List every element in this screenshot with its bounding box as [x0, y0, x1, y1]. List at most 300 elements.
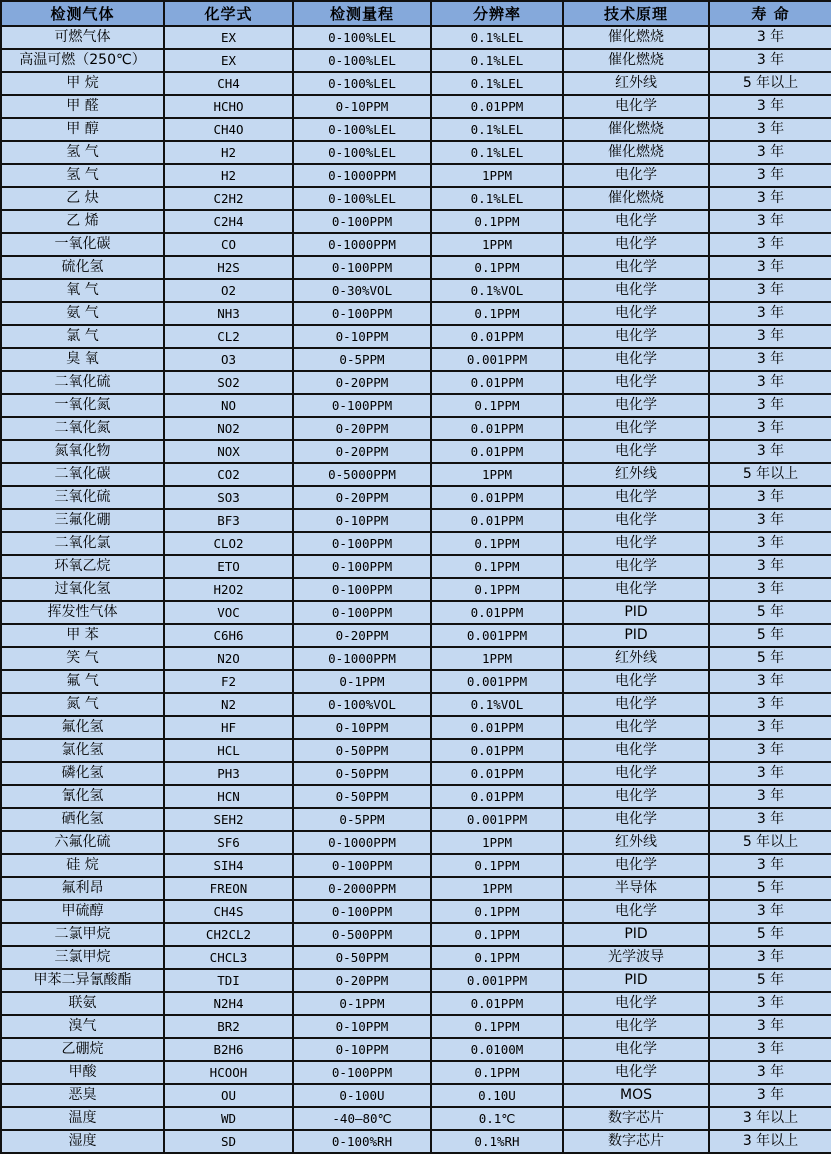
lifespan-cell: 3 年: [709, 210, 831, 233]
table-row: [1, 164, 831, 187]
column-header-formula: 化学式: [164, 1, 293, 26]
formula-cell: CHCL3: [164, 946, 293, 969]
principle-cell: 电化学: [563, 302, 709, 325]
resolution-cell: 0.01PPM: [431, 762, 563, 785]
range-cell: 0-100%LEL: [293, 118, 431, 141]
range-cell: 0-100%LEL: [293, 72, 431, 95]
lifespan-cell: 3 年: [709, 785, 831, 808]
table-row: [1, 1015, 831, 1038]
gas-name-cell: 氟利昂: [1, 877, 164, 900]
principle-cell: 电化学: [563, 900, 709, 923]
range-cell: 0-10PPM: [293, 325, 431, 348]
range-cell: 0-100PPM: [293, 555, 431, 578]
table-row: [1, 992, 831, 1015]
formula-cell: WD: [164, 1107, 293, 1130]
resolution-cell: 0.001PPM: [431, 969, 563, 992]
column-header-resolution: 分辨率: [431, 1, 563, 26]
gas-name-cell: 甲 醛: [1, 95, 164, 118]
table-row: [1, 302, 831, 325]
principle-cell: 电化学: [563, 1015, 709, 1038]
resolution-cell: 0.1PPM: [431, 854, 563, 877]
gas-name-cell: 二氧化氮: [1, 417, 164, 440]
principle-cell: 半导体: [563, 877, 709, 900]
range-cell: 0-5PPM: [293, 348, 431, 371]
gas-name-cell: 氮氧化物: [1, 440, 164, 463]
formula-cell: O3: [164, 348, 293, 371]
principle-cell: 电化学: [563, 1061, 709, 1084]
principle-cell: 电化学: [563, 992, 709, 1015]
formula-cell: CLO2: [164, 532, 293, 555]
resolution-cell: 0.01PPM: [431, 785, 563, 808]
gas-name-cell: 氯 气: [1, 325, 164, 348]
range-cell: 0-20PPM: [293, 417, 431, 440]
range-cell: 0-100PPM: [293, 394, 431, 417]
gas-name-cell: 磷化氢: [1, 762, 164, 785]
formula-cell: NOX: [164, 440, 293, 463]
formula-cell: SEH2: [164, 808, 293, 831]
table-row: [1, 670, 831, 693]
range-cell: 0-1000PPM: [293, 831, 431, 854]
lifespan-cell: 3 年: [709, 1084, 831, 1107]
table-row: [1, 394, 831, 417]
table-row: [1, 1084, 831, 1107]
resolution-cell: 0.1%RH: [431, 1130, 563, 1153]
table-row: [1, 555, 831, 578]
gas-name-cell: 环氧乙烷: [1, 555, 164, 578]
lifespan-cell: 3 年: [709, 325, 831, 348]
table-row: [1, 440, 831, 463]
range-cell: 0-1PPM: [293, 992, 431, 1015]
principle-cell: 电化学: [563, 256, 709, 279]
table-row: [1, 233, 831, 256]
formula-cell: VOC: [164, 601, 293, 624]
table-row: [1, 900, 831, 923]
formula-cell: NH3: [164, 302, 293, 325]
principle-cell: 电化学: [563, 371, 709, 394]
principle-cell: 催化燃烧: [563, 26, 709, 49]
column-header-range: 检测量程: [293, 1, 431, 26]
resolution-cell: 0.01PPM: [431, 716, 563, 739]
gas-name-cell: 氟化氢: [1, 716, 164, 739]
principle-cell: 电化学: [563, 164, 709, 187]
gas-name-cell: 溴气: [1, 1015, 164, 1038]
resolution-cell: 0.1PPM: [431, 923, 563, 946]
lifespan-cell: 3 年: [709, 946, 831, 969]
table-row: [1, 808, 831, 831]
principle-cell: 催化燃烧: [563, 187, 709, 210]
resolution-cell: 1PPM: [431, 647, 563, 670]
gas-name-cell: 联氨: [1, 992, 164, 1015]
gas-name-cell: 氟 气: [1, 670, 164, 693]
formula-cell: H2O2: [164, 578, 293, 601]
resolution-cell: 0.001PPM: [431, 670, 563, 693]
resolution-cell: 0.01PPM: [431, 95, 563, 118]
lifespan-cell: 3 年: [709, 693, 831, 716]
lifespan-cell: 3 年: [709, 118, 831, 141]
table-row: [1, 348, 831, 371]
gas-name-cell: 硅 烷: [1, 854, 164, 877]
resolution-cell: 0.1PPM: [431, 302, 563, 325]
lifespan-cell: 3 年: [709, 1061, 831, 1084]
lifespan-cell: 3 年: [709, 578, 831, 601]
table-row: [1, 95, 831, 118]
principle-cell: 电化学: [563, 233, 709, 256]
gas-name-cell: 乙 烯: [1, 210, 164, 233]
resolution-cell: 0.01PPM: [431, 739, 563, 762]
range-cell: 0-50PPM: [293, 762, 431, 785]
principle-cell: 电化学: [563, 279, 709, 302]
table-row: [1, 739, 831, 762]
gas-name-cell: 二氧化硫: [1, 371, 164, 394]
gas-name-cell: 可燃气体: [1, 26, 164, 49]
lifespan-cell: 5 年以上: [709, 463, 831, 486]
table-row: [1, 831, 831, 854]
table-row: [1, 624, 831, 647]
resolution-cell: 0.1PPM: [431, 946, 563, 969]
principle-cell: PID: [563, 601, 709, 624]
gas-name-cell: 甲 烷: [1, 72, 164, 95]
formula-cell: CH4S: [164, 900, 293, 923]
table-row: [1, 279, 831, 302]
lifespan-cell: 3 年: [709, 670, 831, 693]
table-row: [1, 1130, 831, 1153]
principle-cell: 数字芯片: [563, 1130, 709, 1153]
table-row: [1, 969, 831, 992]
gas-name-cell: 甲硫醇: [1, 900, 164, 923]
gas-name-cell: 乙 炔: [1, 187, 164, 210]
resolution-cell: 1PPM: [431, 831, 563, 854]
lifespan-cell: 3 年: [709, 233, 831, 256]
resolution-cell: 0.1PPM: [431, 900, 563, 923]
lifespan-cell: 3 年: [709, 256, 831, 279]
formula-cell: B2H6: [164, 1038, 293, 1061]
principle-cell: 电化学: [563, 555, 709, 578]
range-cell: 0-100PPM: [293, 302, 431, 325]
gas-name-cell: 一氧化氮: [1, 394, 164, 417]
formula-cell: HCL: [164, 739, 293, 762]
header-row: [1, 1, 831, 26]
principle-cell: 电化学: [563, 739, 709, 762]
formula-cell: H2: [164, 164, 293, 187]
lifespan-cell: 3 年: [709, 187, 831, 210]
lifespan-cell: 3 年: [709, 49, 831, 72]
formula-cell: HF: [164, 716, 293, 739]
principle-cell: MOS: [563, 1084, 709, 1107]
lifespan-cell: 3 年: [709, 164, 831, 187]
formula-cell: SO2: [164, 371, 293, 394]
range-cell: 0-100PPM: [293, 256, 431, 279]
resolution-cell: 0.01PPM: [431, 992, 563, 1015]
resolution-cell: 0.01PPM: [431, 509, 563, 532]
lifespan-cell: 3 年: [709, 532, 831, 555]
gas-name-cell: 二氯甲烷: [1, 923, 164, 946]
principle-cell: 电化学: [563, 762, 709, 785]
lifespan-cell: 3 年: [709, 486, 831, 509]
resolution-cell: 0.1%VOL: [431, 279, 563, 302]
gas-name-cell: 氯化氢: [1, 739, 164, 762]
range-cell: 0-10PPM: [293, 95, 431, 118]
formula-cell: HCN: [164, 785, 293, 808]
formula-cell: EX: [164, 26, 293, 49]
range-cell: 0-100PPM: [293, 578, 431, 601]
gas-name-cell: 六氟化硫: [1, 831, 164, 854]
gas-name-cell: 挥发性气体: [1, 601, 164, 624]
table-row: [1, 532, 831, 555]
gas-name-cell: 三氧化硫: [1, 486, 164, 509]
table-row: [1, 256, 831, 279]
principle-cell: 电化学: [563, 325, 709, 348]
resolution-cell: 0.1℃: [431, 1107, 563, 1130]
resolution-cell: 0.1%LEL: [431, 26, 563, 49]
principle-cell: 电化学: [563, 1038, 709, 1061]
formula-cell: H2: [164, 141, 293, 164]
principle-cell: 电化学: [563, 210, 709, 233]
resolution-cell: 0.1%LEL: [431, 49, 563, 72]
lifespan-cell: 3 年: [709, 1015, 831, 1038]
formula-cell: HCOOH: [164, 1061, 293, 1084]
lifespan-cell: 3 年: [709, 95, 831, 118]
formula-cell: N2H4: [164, 992, 293, 1015]
resolution-cell: 0.01PPM: [431, 486, 563, 509]
gas-name-cell: 二氧化氯: [1, 532, 164, 555]
resolution-cell: 0.0100M: [431, 1038, 563, 1061]
formula-cell: C2H2: [164, 187, 293, 210]
lifespan-cell: 3 年: [709, 854, 831, 877]
range-cell: 0-500PPM: [293, 923, 431, 946]
gas-name-cell: 二氧化碳: [1, 463, 164, 486]
formula-cell: CH2CL2: [164, 923, 293, 946]
formula-cell: TDI: [164, 969, 293, 992]
gas-name-cell: 三氯甲烷: [1, 946, 164, 969]
range-cell: 0-1000PPM: [293, 647, 431, 670]
formula-cell: CH4: [164, 72, 293, 95]
range-cell: 0-50PPM: [293, 739, 431, 762]
table-row: [1, 463, 831, 486]
principle-cell: 电化学: [563, 486, 709, 509]
lifespan-cell: 3 年: [709, 302, 831, 325]
formula-cell: FREON: [164, 877, 293, 900]
table-row: [1, 1107, 831, 1130]
formula-cell: C6H6: [164, 624, 293, 647]
lifespan-cell: 3 年: [709, 716, 831, 739]
range-cell: 0-10PPM: [293, 1015, 431, 1038]
table-row: [1, 877, 831, 900]
principle-cell: 电化学: [563, 785, 709, 808]
principle-cell: 电化学: [563, 440, 709, 463]
column-header-lifespan: 寿 命: [709, 1, 831, 26]
resolution-cell: 0.1%LEL: [431, 187, 563, 210]
range-cell: 0-20PPM: [293, 969, 431, 992]
table-row: [1, 509, 831, 532]
lifespan-cell: 5 年: [709, 969, 831, 992]
principle-cell: 电化学: [563, 693, 709, 716]
resolution-cell: 1PPM: [431, 877, 563, 900]
lifespan-cell: 3 年以上: [709, 1107, 831, 1130]
resolution-cell: 0.1PPM: [431, 210, 563, 233]
lifespan-cell: 5 年: [709, 877, 831, 900]
range-cell: 0-20PPM: [293, 486, 431, 509]
lifespan-cell: 3 年: [709, 509, 831, 532]
resolution-cell: 0.1PPM: [431, 394, 563, 417]
gas-name-cell: 高温可燃（250℃）: [1, 49, 164, 72]
principle-cell: PID: [563, 624, 709, 647]
gas-name-cell: 甲酸: [1, 1061, 164, 1084]
formula-cell: N2: [164, 693, 293, 716]
lifespan-cell: 3 年以上: [709, 1130, 831, 1153]
gas-name-cell: 氰化氢: [1, 785, 164, 808]
gas-name-cell: 氢 气: [1, 141, 164, 164]
gas-name-cell: 恶臭: [1, 1084, 164, 1107]
table-row: [1, 417, 831, 440]
table-row: [1, 49, 831, 72]
formula-cell: CO: [164, 233, 293, 256]
range-cell: 0-30%VOL: [293, 279, 431, 302]
resolution-cell: 0.01PPM: [431, 325, 563, 348]
range-cell: 0-100%LEL: [293, 26, 431, 49]
table-row: [1, 1061, 831, 1084]
principle-cell: 光学波导: [563, 946, 709, 969]
table-row: [1, 785, 831, 808]
principle-cell: 红外线: [563, 831, 709, 854]
resolution-cell: 0.1%LEL: [431, 72, 563, 95]
lifespan-cell: 3 年: [709, 992, 831, 1015]
principle-cell: 电化学: [563, 417, 709, 440]
resolution-cell: 0.1PPM: [431, 256, 563, 279]
formula-cell: N2O: [164, 647, 293, 670]
principle-cell: 催化燃烧: [563, 118, 709, 141]
lifespan-cell: 3 年: [709, 762, 831, 785]
gas-name-cell: 硒化氢: [1, 808, 164, 831]
lifespan-cell: 5 年以上: [709, 831, 831, 854]
principle-cell: 电化学: [563, 532, 709, 555]
range-cell: 0-100PPM: [293, 532, 431, 555]
principle-cell: 数字芯片: [563, 1107, 709, 1130]
table-row: [1, 72, 831, 95]
resolution-cell: 0.01PPM: [431, 601, 563, 624]
range-cell: 0-100%VOL: [293, 693, 431, 716]
formula-cell: EX: [164, 49, 293, 72]
gas-name-cell: 臭 氧: [1, 348, 164, 371]
principle-cell: 电化学: [563, 716, 709, 739]
principle-cell: 催化燃烧: [563, 49, 709, 72]
gas-name-cell: 过氧化氢: [1, 578, 164, 601]
lifespan-cell: 3 年: [709, 440, 831, 463]
table-row: [1, 647, 831, 670]
range-cell: 0-5000PPM: [293, 463, 431, 486]
table-row: [1, 601, 831, 624]
formula-cell: BR2: [164, 1015, 293, 1038]
formula-cell: HCHO: [164, 95, 293, 118]
formula-cell: ETO: [164, 555, 293, 578]
formula-cell: SF6: [164, 831, 293, 854]
formula-cell: CL2: [164, 325, 293, 348]
principle-cell: 电化学: [563, 509, 709, 532]
gas-name-cell: 乙硼烷: [1, 1038, 164, 1061]
table-row: [1, 1038, 831, 1061]
table-row: [1, 118, 831, 141]
formula-cell: NO2: [164, 417, 293, 440]
table-row: [1, 693, 831, 716]
range-cell: 0-100PPM: [293, 854, 431, 877]
gas-name-cell: 湿度: [1, 1130, 164, 1153]
table-row: [1, 486, 831, 509]
range-cell: 0-100%LEL: [293, 49, 431, 72]
lifespan-cell: 3 年: [709, 555, 831, 578]
formula-cell: CH4O: [164, 118, 293, 141]
resolution-cell: 0.1PPM: [431, 532, 563, 555]
gas-name-cell: 三氟化硼: [1, 509, 164, 532]
gas-name-cell: 笑 气: [1, 647, 164, 670]
formula-cell: OU: [164, 1084, 293, 1107]
lifespan-cell: 3 年: [709, 279, 831, 302]
table-row: [1, 578, 831, 601]
gas-name-cell: 氧 气: [1, 279, 164, 302]
range-cell: -40—80℃: [293, 1107, 431, 1130]
lifespan-cell: 5 年: [709, 624, 831, 647]
range-cell: 0-100PPM: [293, 210, 431, 233]
lifespan-cell: 3 年: [709, 900, 831, 923]
range-cell: 0-20PPM: [293, 624, 431, 647]
lifespan-cell: 5 年以上: [709, 72, 831, 95]
principle-cell: 电化学: [563, 854, 709, 877]
resolution-cell: 0.10U: [431, 1084, 563, 1107]
resolution-cell: 0.1%LEL: [431, 141, 563, 164]
principle-cell: 电化学: [563, 578, 709, 601]
gas-name-cell: 温度: [1, 1107, 164, 1130]
range-cell: 0-20PPM: [293, 440, 431, 463]
resolution-cell: 0.01PPM: [431, 440, 563, 463]
principle-cell: PID: [563, 969, 709, 992]
gas-name-cell: 氮 气: [1, 693, 164, 716]
lifespan-cell: 5 年: [709, 647, 831, 670]
lifespan-cell: 3 年: [709, 141, 831, 164]
gas-name-cell: 氨 气: [1, 302, 164, 325]
range-cell: 0-100PPM: [293, 601, 431, 624]
resolution-cell: 1PPM: [431, 233, 563, 256]
table-row: [1, 210, 831, 233]
gas-name-cell: 一氧化碳: [1, 233, 164, 256]
range-cell: 0-100%LEL: [293, 141, 431, 164]
range-cell: 0-10PPM: [293, 509, 431, 532]
range-cell: 0-10PPM: [293, 716, 431, 739]
resolution-cell: 0.1PPM: [431, 1061, 563, 1084]
formula-cell: O2: [164, 279, 293, 302]
lifespan-cell: 3 年: [709, 808, 831, 831]
principle-cell: 电化学: [563, 348, 709, 371]
lifespan-cell: 5 年: [709, 601, 831, 624]
column-header-principle: 技术原理: [563, 1, 709, 26]
resolution-cell: 0.1%LEL: [431, 118, 563, 141]
lifespan-cell: 3 年: [709, 417, 831, 440]
resolution-cell: 0.001PPM: [431, 624, 563, 647]
range-cell: 0-50PPM: [293, 785, 431, 808]
range-cell: 0-20PPM: [293, 371, 431, 394]
range-cell: 0-1000PPM: [293, 164, 431, 187]
principle-cell: 电化学: [563, 394, 709, 417]
gas-name-cell: 甲苯二异氰酸酯: [1, 969, 164, 992]
principle-cell: 电化学: [563, 95, 709, 118]
lifespan-cell: 3 年: [709, 348, 831, 371]
resolution-cell: 0.01PPM: [431, 417, 563, 440]
formula-cell: NO: [164, 394, 293, 417]
table-body: [1, 26, 831, 1153]
range-cell: 0-100PPM: [293, 1061, 431, 1084]
lifespan-cell: 3 年: [709, 739, 831, 762]
formula-cell: SIH4: [164, 854, 293, 877]
range-cell: 0-100PPM: [293, 900, 431, 923]
lifespan-cell: 3 年: [709, 371, 831, 394]
table-row: [1, 325, 831, 348]
